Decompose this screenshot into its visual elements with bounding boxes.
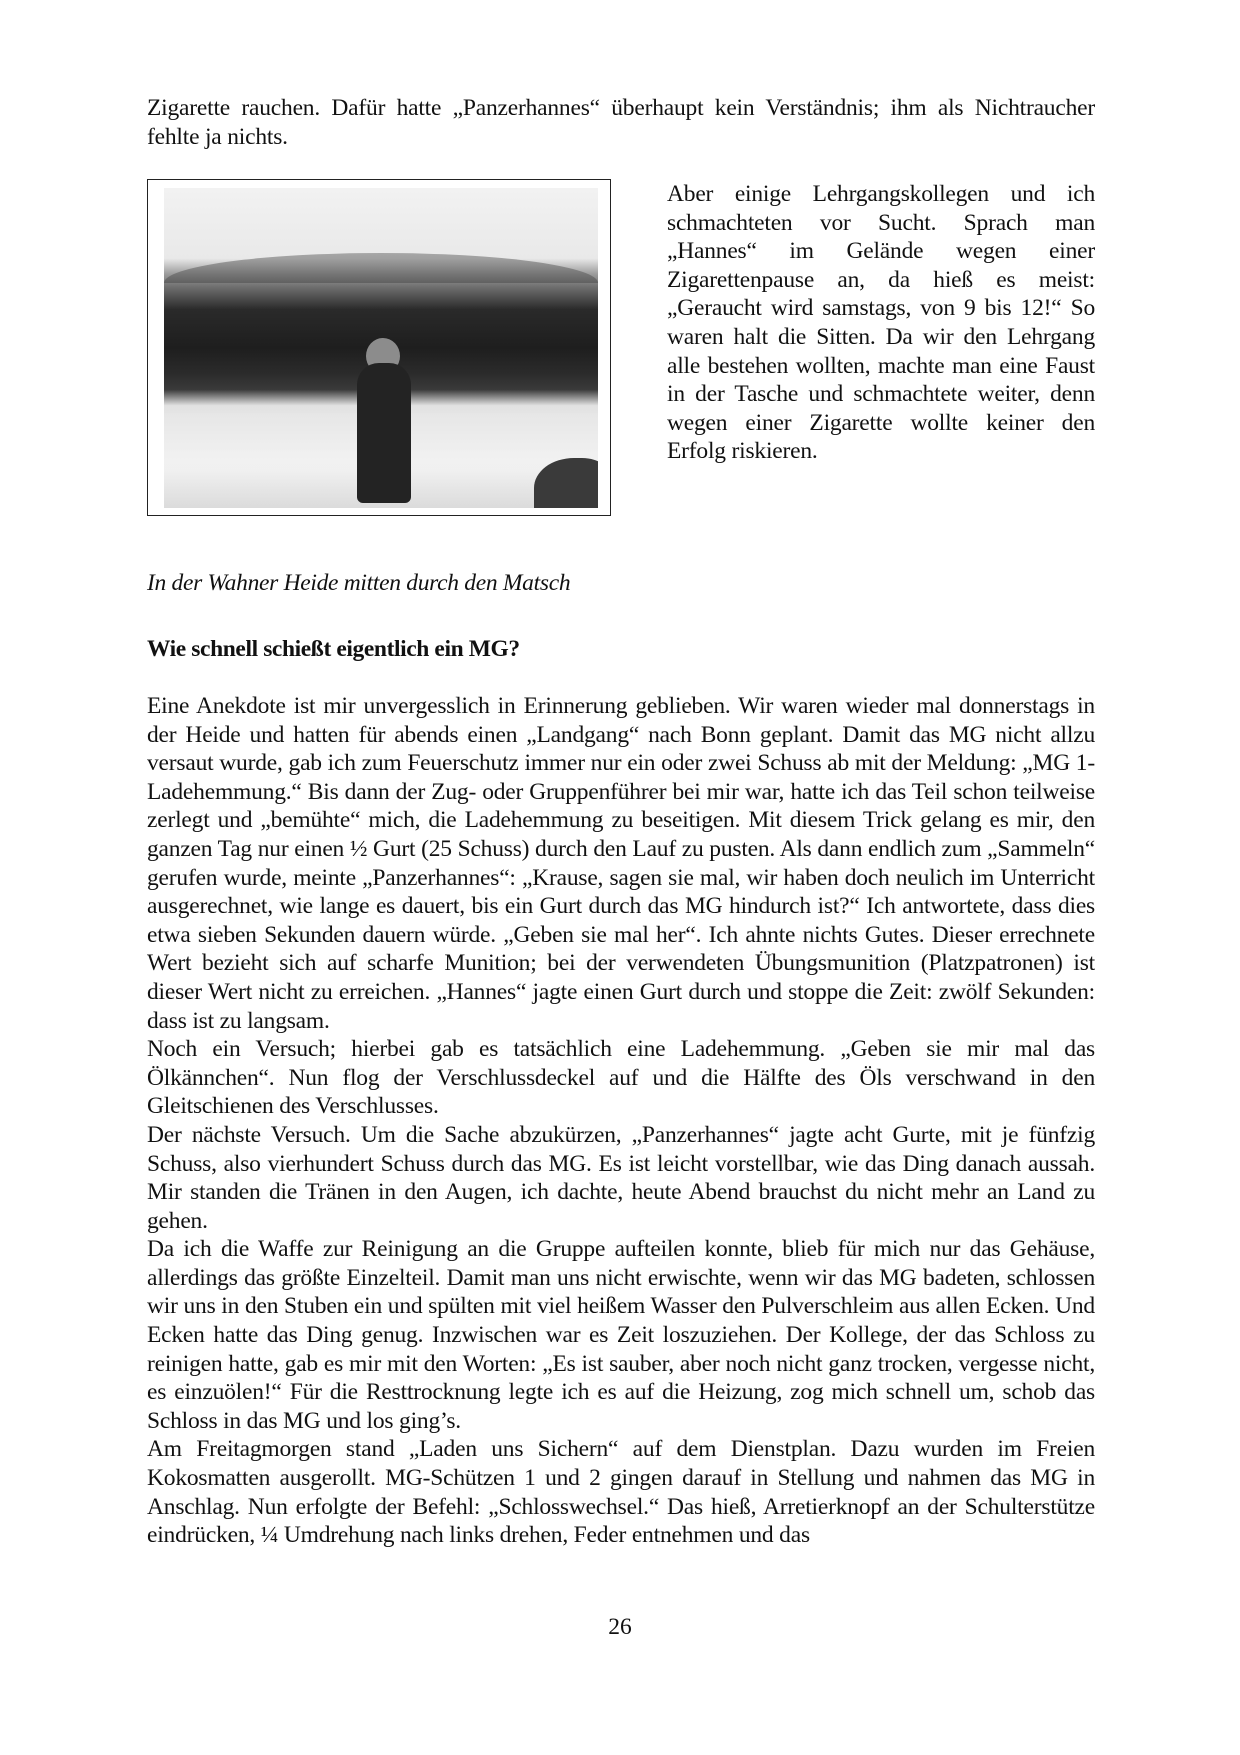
photo-hill	[164, 253, 598, 283]
heath-mud-photo	[164, 188, 598, 508]
photo-caption: In der Wahner Heide mitten durch den Matsch	[147, 570, 571, 596]
paragraph: Da ich die Waffe zur Reinigung an die Gruppe aufteilen konnte, blieb für mich nur das Gehäuse, allerdings das größte Einzelteil. Damit man uns nicht erwischte, wenn wir das MG badeten, schlossen wir uns in den Stuben ein und spülten mit viel heißem Wasser den Pulverschleim aus allen Ecken. Und Ecken hatte das Ding genug. Inzwischen war es Zeit loszuziehen. Der Kollege, der das Schloss zu reinigen hatte, gab es mir mit den Worten: „Es ist sauber, aber noch nicht ganz trocken, vergesse nicht, es einzuölen!“ Für die Resttrocknung legte ich es auf die Heizung, zog mich schnell um, schob das Schloss in das MG und los ging’s.	[147, 1236, 1095, 1434]
page-number: 26	[608, 1614, 632, 1640]
photo-person-body	[357, 363, 411, 503]
paragraph: Eine Anekdote ist mir unvergesslich in Erinnerung geblieben. Wir waren wieder mal donnerstags in der Heide und hatten für abends einen „Landgang“ nach Bonn geplant. Damit das MG nicht allzu versaut wurde, gab ich zum Feuerschutz immer nur ein oder zwei Schuss ab mit der Meldung: „MG 1- Ladehemmung.“ Bis dann der Zug- oder Gruppenführer bei mir war, hatte ich das Teil schon teilweise zerlegt und „bemühte“ mich, die Ladehemmung zu beseitigen. Mit diesem Trick gelang es mir, den ganzen Tag nur einen ½ Gurt (25 Schuss) durch den Lauf zu pusten. Als dann endlich zum „Sammeln“ gerufen wurde, meinte „Panzerhannes“: „Krause, sagen sie mal, wir haben doch neulich im Unterricht ausgerechnet, wie lange es dauert, bis ein Gurt durch das MG hindurch ist?“ Ich antwortete, dass dies etwa sieben Sekunden dauern würde. „Geben sie mal her“. Ich ahnte nichts Gutes. Dieser errechnete Wert bezieht sich auf scharfe Munition; bei der verwendeten Übungsmunition (Platzpatronen) ist dieser Wert nicht zu erreichen. „Hannes“ jagte einen Gurt durch und stoppe die Zeit: zwölf Sekunden: dass ist zu langsam.	[147, 693, 1095, 1034]
section-body	[147, 692, 1095, 1550]
section-heading: Wie schnell schießt eigentlich ein MG?	[147, 636, 520, 662]
side-paragraph	[667, 180, 1095, 466]
intro-paragraph	[147, 94, 1095, 151]
paragraph: Noch ein Versuch; hierbei gab es tatsächlich eine Ladehemmung. „Geben sie mir mal das Ölkännchen“. Nun flog der Verschlussdeckel auf und die Hälfte des Öls verschwand in den Gleitschienen des Verschlusses.	[147, 1036, 1095, 1120]
intro-text: Zigarette rauchen. Dafür hatte „Panzerhannes“ überhaupt kein Verständnis; ihm als Nichtraucher fehlte ja nichts.	[147, 95, 1095, 150]
photo-frame	[147, 179, 611, 516]
paragraph: Der nächste Versuch. Um die Sache abzukürzen, „Panzerhannes“ jagte acht Gurte, mit je fünfzig Schuss, also vierhundert Schuss durch das MG. Es ist leicht vorstellbar, wie das Ding danach aussah. Mir standen die Tränen in den Augen, ich dachte, heute Abend brauchst du nicht mehr an Land zu gehen.	[147, 1121, 1095, 1234]
paragraph: Am Freitagmorgen stand „Laden uns Sichern“ auf dem Dienstplan. Dazu wurden im Freien Kokosmatten ausgerollt. MG-Schützen 1 und 2 gingen darauf in Stellung und nahmen das MG in Anschlag. Nun erfolgte der Befehl: „Schlosswechsel.“ Das hieß, Arretierknopf an der Schulterstütze eindrücken, ¼ Umdrehung nach links drehen, Feder entnehmen und das	[147, 1436, 1095, 1549]
side-text: Aber einige Lehrgangskollegen und ich schmachteten vor Sucht. Sprach man „Hannes“ im Gelände wegen einer Zigarettenpause an, da hieß es meist: „Geraucht wird samstags, von 9 bis 12!“ So waren halt die Sitten. Da wir den Lehrgang alle bestehen wollten, machte man eine Faust in der Tasche und schmachtete weiter, denn wegen einer Zigarette wollte keiner den Erfolg riskieren.	[667, 181, 1095, 465]
